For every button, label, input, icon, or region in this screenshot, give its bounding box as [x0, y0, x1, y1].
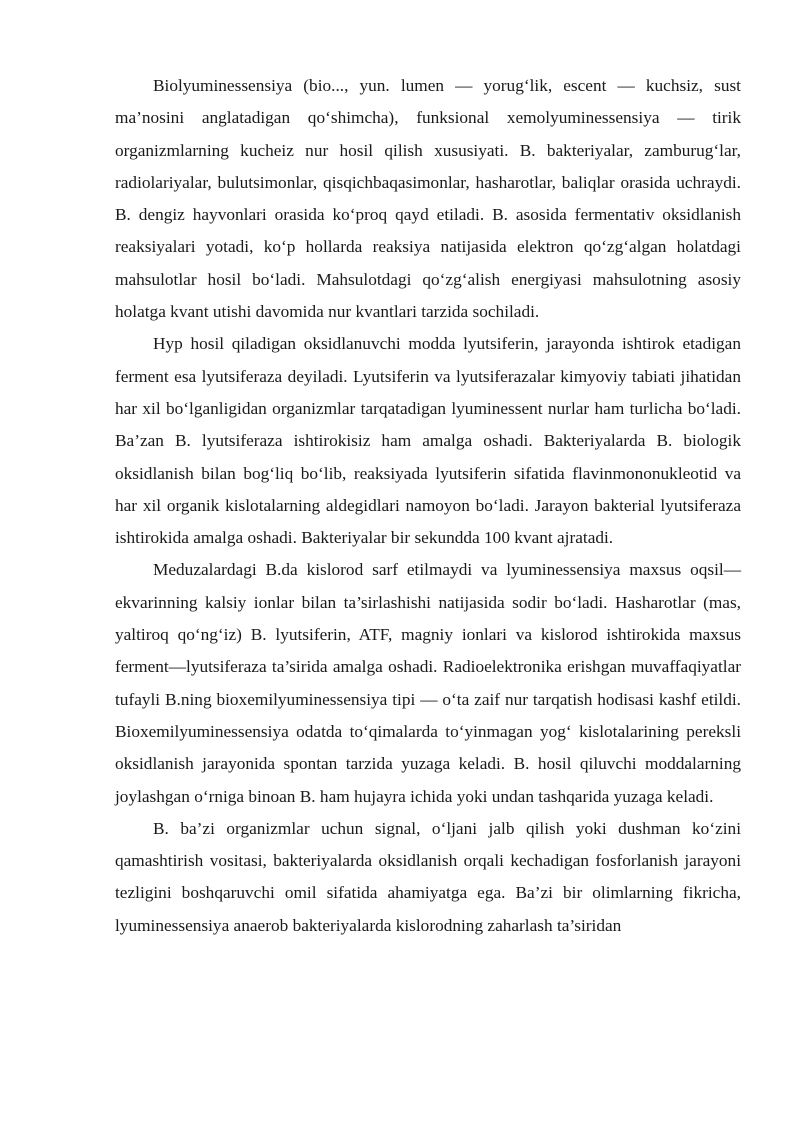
- paragraph-bioluminescence-definition: Biolyuminessensiya (bio..., yun. lumen — yorug‘lik, escent — kuchsiz, sust ma’nosini anglatadigan qo‘shimcha), funksional xemolyuminessensiya — tirik organizmlarning kucheiz nur hosil qilish xususiyati. B. bakteriyalar, zamburug‘lar, radiolariyalar, bulutsimonlar, qisqichbaqasimonlar, hasharotlar, baliqlar orasida uchraydi. B. dengiz hayvonlari orasida ko‘proq qayd etiladi. B. asosida fermentativ oksidlanish reaksiyalari yotadi, ko‘p hollarda reaksiya natijasida elektron qo‘zg‘algan holatdagi mahsulotlar hosil bo‘ladi. Mahsulotdagi qo‘zg‘alish energiyasi mahsulotning asosiy holatga kvant utishi davomida nur kvantlari tarzida sochiladi.: [115, 76, 741, 322]
- paragraph-luciferin-luciferase: Hyp hosil qiladigan oksidlanuvchi modda lyutsiferin, jarayonda ishtirok etadigan ferment esa lyutsiferaza deyiladi. Lyutsiferin va lyutsiferazalar kimyoviy tabiati jihatidan har xil bo‘lganligidan organizmlar tarqatadigan lyuminessent nurlar ham turlicha bo‘ladi. Ba’zan B. lyutsiferaza ishtirokisiz ham amalga oshadi. Bakteriyalarda B. biologik oksidlanish bilan bog‘liq bo‘lib, reaksiyada lyutsiferin sifatida flavinmononukleotid va har xil organik kislotalarning aldegidlari namoyon bo‘ladi. Jarayon bakterial lyutsiferaza ishtirokida amalga oshadi. Bakteriyalar bir sekundda 100 kvant ajratadi.: [115, 334, 741, 548]
- paragraph-jellyfish-insects: Meduzalardagi B.da kislorod sarf etilmaydi va lyuminessensiya maxsus oqsil—ekvarinning kalsiy ionlar bilan ta’sirlashishi natijasida sodir bo‘ladi. Hasharotlar (mas, yaltiroq qo‘ng‘iz) B. lyutsiferin, ATF, magniy ionlari va kislorod ishtirokida maxsus ferment—lyutsiferaza ta’sirida amalga oshadi. Radioelektronika erishgan muvaffaqiyatlar tufayli B.ning bioxemilyuminessensiya tipi — o‘ta zaif nur tarqatish hodisasi kashf etildi. Bioxemilyuminessensiya odatda to‘qimalarda to‘yinmagan yog‘ kislotalarining pereksli oksidlanish jarayonida spontan tarzida yuzaga keladi. B. hosil qiluvchi moddalarning joylashgan o‘rniga binoan B. ham hujayra ichida yoki undan tashqarida yuzaga keladi.: [115, 560, 741, 806]
- document-body: [115, 70, 741, 942]
- paragraph-biological-role: B. ba’zi organizmlar uchun signal, o‘ljani jalb qilish yoki dushman ko‘zini qamashtirish vositasi, bakteriyalarda oksidlanish orqali kechadigan fosforlanish jarayoni tezligini boshqaruvchi omil sifatida ahamiyatga ega. Ba’zi bir olimlarning fikricha, lyuminessensiya anaerob bakteriyalarda kislorodning zaharlash ta’siridan: [115, 818, 741, 935]
